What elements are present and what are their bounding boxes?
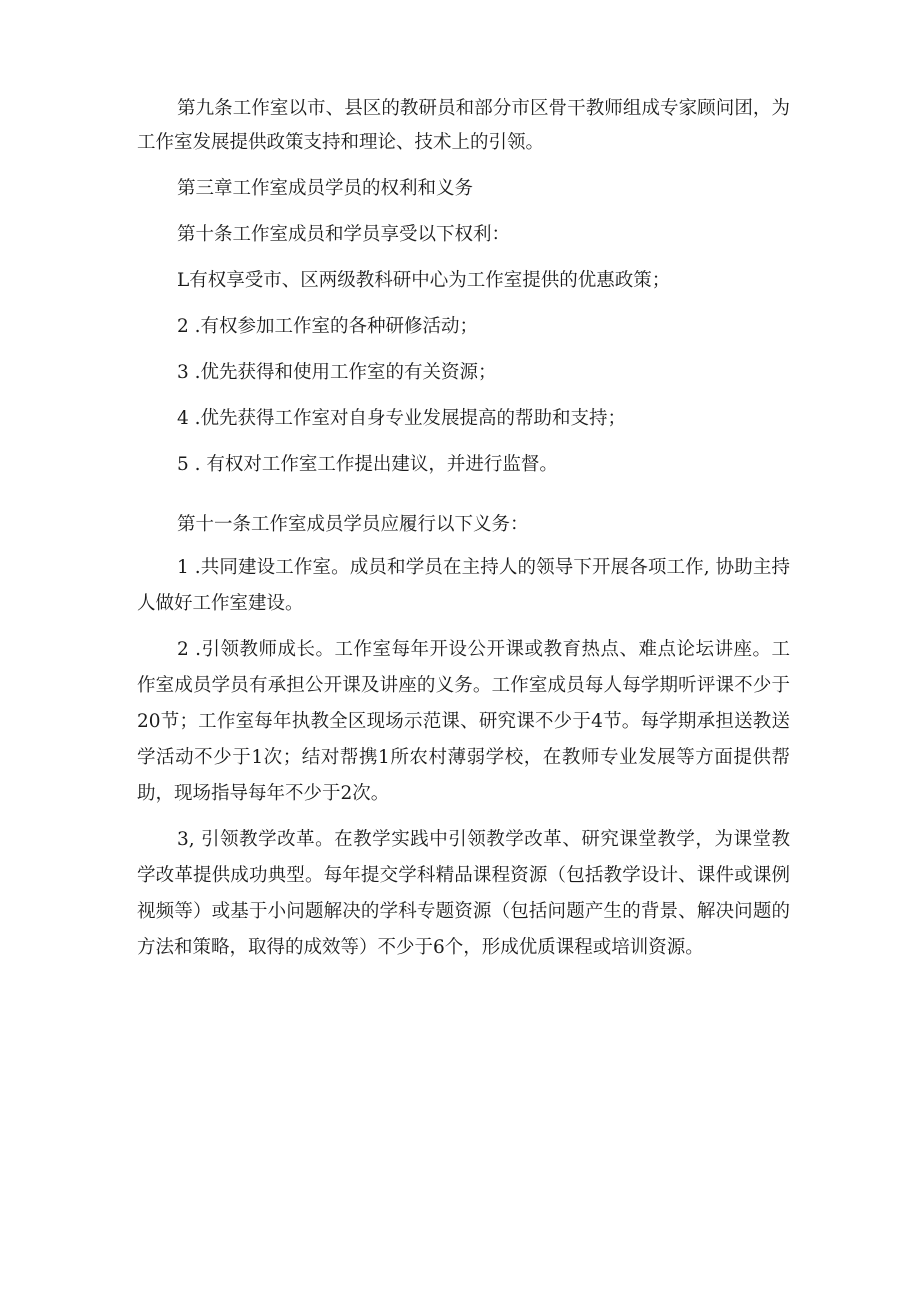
duties-item-3: 3, 引领教学改革。在教学实践中引领教学改革、研究课堂教学，为课堂教学改革提供成功典型。每年提交学科精品课程资源（包括教学设计、课件或课例视频等）或基于小问题解决的学科专题资源（包括问题产生的背景、解决问题的方法和策略，取得的成效等）不少于6个，形成优质课程或培训资源。 [137, 829, 790, 958]
document-body [137, 92, 790, 966]
chapter-3-heading: 第三章工作室成员学员的权利和义务 [177, 178, 474, 199]
rights-item-1: L有权享受市、区两级教科研中心为工作室提供的优惠政策； [177, 270, 671, 291]
article-11-paragraph: 第十一条工作室成员学员应履行以下义务： [177, 514, 529, 535]
rights-item-3: 3 .优先获得和使用工作室的有关资源； [177, 362, 497, 383]
rights-item-5: 5 . 有权对工作室工作提出建议，并进行监督。 [177, 454, 558, 475]
rights-item-2: 2 .有权参加工作室的各种研修活动； [177, 316, 479, 337]
article-10-paragraph: 第十条工作室成员和学员享受以下权利： [177, 224, 511, 245]
rights-item-4: 4 .优先获得工作室对自身专业发展提高的帮助和支持； [177, 408, 627, 429]
article-9-paragraph: 第九条工作室以市、县区的教研员和部分市区骨干教师组成专家顾问团，为工作室发展提供政策支持和理论、技术上的引领。 [137, 98, 790, 153]
duties-item-2: 2 .引领教师成长。工作室每年开设公开课或教育热点、难点论坛讲座。工作室成员学员有承担公开课及讲座的义务。工作室成员每人每学期听评课不少于20节；工作室每年执教全区现场示范课、研究课不少于4节。每学期承担送教送学活动不少于1次；结对帮携1所农村薄弱学校，在教师专业发展等方面提供帮助，现场指导每年不少于2次。 [137, 639, 790, 804]
duties-item-1: 1 .共同建设工作室。成员和学员在主持人的领导下开展各项工作, 协助主持人做好工作室建设。 [137, 557, 790, 614]
